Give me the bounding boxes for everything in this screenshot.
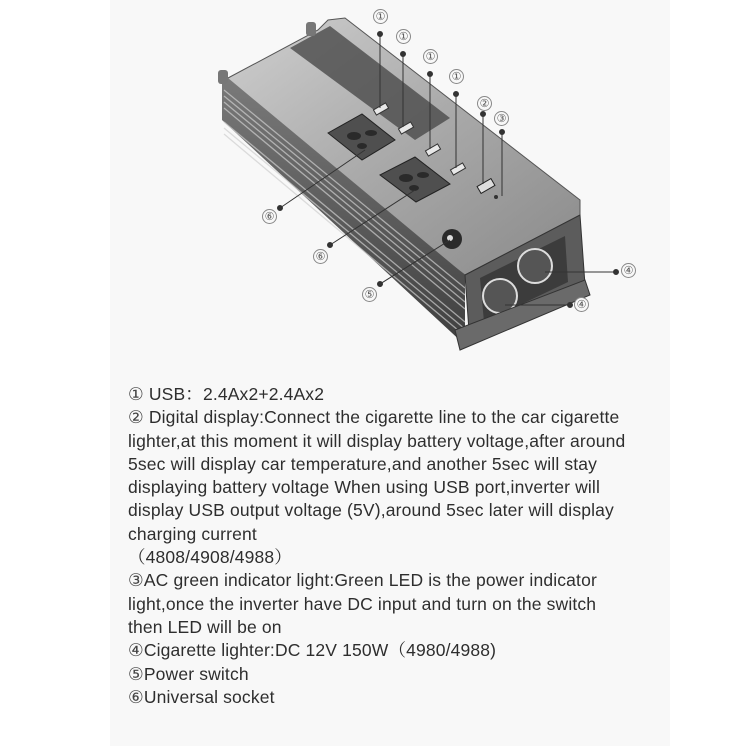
- callout-usb: ①: [396, 29, 411, 44]
- manual-line: （4808/4908/4988）: [128, 547, 292, 568]
- manual-line: ⑤Power switch: [128, 663, 249, 684]
- callout-socket: ⑥: [262, 209, 277, 224]
- manual-line: light,once the inverter have DC input and turn on the switch: [128, 593, 597, 614]
- manual-text: [128, 383, 668, 709]
- manual-line: 5sec will display car temperature,and another 5sec will stay: [128, 453, 598, 474]
- callout-lighter: ④: [574, 297, 589, 312]
- callout-socket: ⑥: [313, 249, 328, 264]
- callout-usb: ①: [423, 49, 438, 64]
- manual-line: ① USB：2.4Ax2+2.4Ax2: [128, 384, 325, 404]
- manual-line: ② Digital display:Connect the cigarette line to the car cigarette: [128, 407, 620, 428]
- callout-usb: ①: [373, 9, 388, 24]
- manual-line: charging current: [128, 523, 257, 544]
- callout-usb: ①: [449, 69, 464, 84]
- manual-line: ⑥Universal socket: [128, 686, 275, 707]
- callout-lighter: ④: [621, 263, 636, 278]
- callout-display: ②: [477, 96, 492, 111]
- manual-line: lighter,at this moment it will display battery voltage,after around: [128, 430, 626, 451]
- manual-line: then LED will be on: [128, 616, 282, 637]
- manual-line: displaying battery voltage When using USB port,inverter will: [128, 477, 600, 498]
- manual-line: ④Cigarette lighter:DC 12V 150W（4980/4988): [128, 640, 497, 661]
- inverter-diagram: [0, 0, 750, 370]
- manual-line: ③AC green indicator light:Green LED is the power indicator: [128, 570, 597, 591]
- callout-led: ③: [494, 111, 509, 126]
- callout-switch: ⑤: [362, 287, 377, 302]
- manual-line: display USB output voltage (5V),around 5sec later will display: [128, 500, 614, 521]
